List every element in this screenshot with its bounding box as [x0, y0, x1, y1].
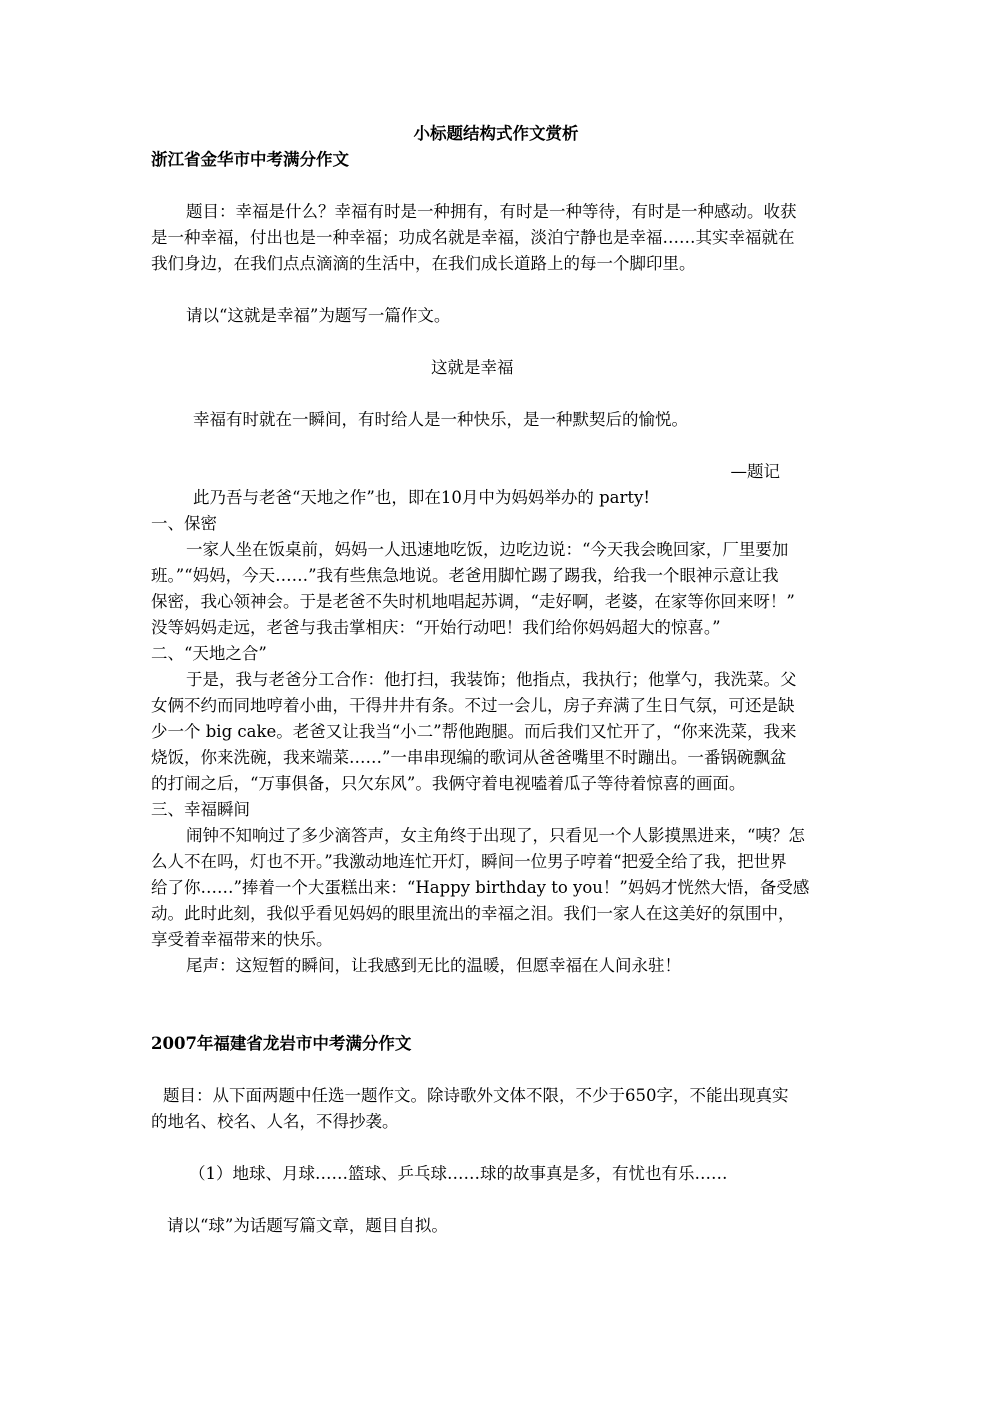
- essay-intro: 此乃吾与老爸“天地之作”也，即在10月中为妈妈举办的 party!: [193, 488, 650, 507]
- section1-prompt-line: 是一种幸福，付出也是一种幸福；功成名就是幸福，淡泊宁静也是幸福……其实幸福就在: [151, 228, 795, 247]
- essay-coda: 尾声：这短暂的瞬间，让我感到无比的温暖，但愿幸福在人间永驻！: [186, 956, 681, 975]
- paragraph-line: 班。”“妈妈，今天……”我有些焦急地说。老爸用脚忙踢了踢我，给我一个眼神示意让我: [151, 566, 779, 585]
- document-title: 小标题结构式作文赏析: [413, 124, 579, 143]
- subtitle-3: 三、幸福瞬间: [151, 800, 250, 819]
- section2-prompt-line: 题目：从下面两题中任选一题作文。除诗歌外文体不限，不少于650字，不能出现真实: [163, 1086, 789, 1105]
- essay-title: 这就是幸福: [431, 358, 514, 377]
- paragraph-line: 没等妈妈走远，老爸与我击掌相庆：“开始行动吧！我们给你妈妈超大的惊喜。”: [151, 618, 721, 637]
- section1-prompt-line: 题目：幸福是什么？幸福有时是一种拥有，有时是一种等待，有时是一种感动。收获: [186, 202, 797, 221]
- section1-heading: 浙江省金华市中考满分作文: [151, 150, 349, 169]
- subtitle-2: 二、“天地之合”: [151, 644, 267, 663]
- epigraph-attribution: —题记: [730, 462, 780, 481]
- paragraph-line: 的打闹之后，“万事俱备，只欠东风”。我俩守着电视嗑着瓜子等待着惊喜的画面。: [151, 774, 746, 793]
- paragraph-line: 于是，我与老爸分工合作：他打扫，我装饰；他指点，我执行；他掌勺，我洗菜。父: [186, 670, 797, 689]
- section2-instruction: 请以“球”为话题写篇文章，题目自拟。: [167, 1216, 448, 1235]
- paragraph-line: 烧饭，你来洗碗，我来端菜……”一串串现编的歌词从爸爸嘴里不时蹦出。一番锅碗飘盆: [151, 748, 787, 767]
- paragraph-line: 一家人坐在饭桌前，妈妈一人迅速地吃饭，边吃边说：“今天我会晚回家，厂里要加: [186, 540, 789, 559]
- paragraph-line: 给了你……”捧着一个大蛋糕出来：“Happy birthday to you！”妈妈才恍然大悟，备受感: [151, 878, 810, 897]
- paragraph-line: 享受着幸福带来的快乐。: [151, 930, 333, 949]
- subtitle-1: 一、保密: [151, 514, 217, 533]
- section2-heading: 2007年福建省龙岩市中考满分作文: [151, 1034, 412, 1053]
- paragraph-line: 女俩不约而同地哼着小曲，干得井井有条。不过一会儿，房子弃满了生日气氛，可还是缺: [151, 696, 795, 715]
- paragraph-line: 保密，我心领神会。于是老爸不失时机地唱起苏调，“走好啊，老婆，在家等你回来呀！”: [151, 592, 795, 611]
- paragraph-line: 么人不在吗，灯也不开。”我激动地连忙开灯，瞬间一位男子哼着“把爱全给了我，把世界: [151, 852, 787, 871]
- paragraph-line: 动。此时此刻，我似乎看见妈妈的眼里流出的幸福之泪。我们一家人在这美好的氛围中，: [151, 904, 795, 923]
- paragraph-line: 闹钟不知响过了多少滴答声，女主角终于出现了，只看见一个人影摸黑进来，“咦？怎: [186, 826, 805, 845]
- paragraph-line: 少一个 big cake。老爸又让我当“小二”帮他跑腿。而后我们又忙开了，“你来洗菜，我来: [151, 722, 797, 741]
- section2-option-1: （1）地球、月球……篮球、乒乓球……球的故事真是多，有忧也有乐……: [189, 1164, 728, 1183]
- section1-instruction: 请以“这就是幸福”为题写一篇作文。: [186, 306, 451, 325]
- epigraph: 幸福有时就在一瞬间，有时给人是一种快乐，是一种默契后的愉悦。: [193, 410, 688, 429]
- section2-prompt-line: 的地名、校名、人名，不得抄袭。: [151, 1112, 399, 1131]
- section1-prompt-line: 我们身边，在我们点点滴滴的生活中，在我们成长道路上的每一个脚印里。: [151, 254, 696, 273]
